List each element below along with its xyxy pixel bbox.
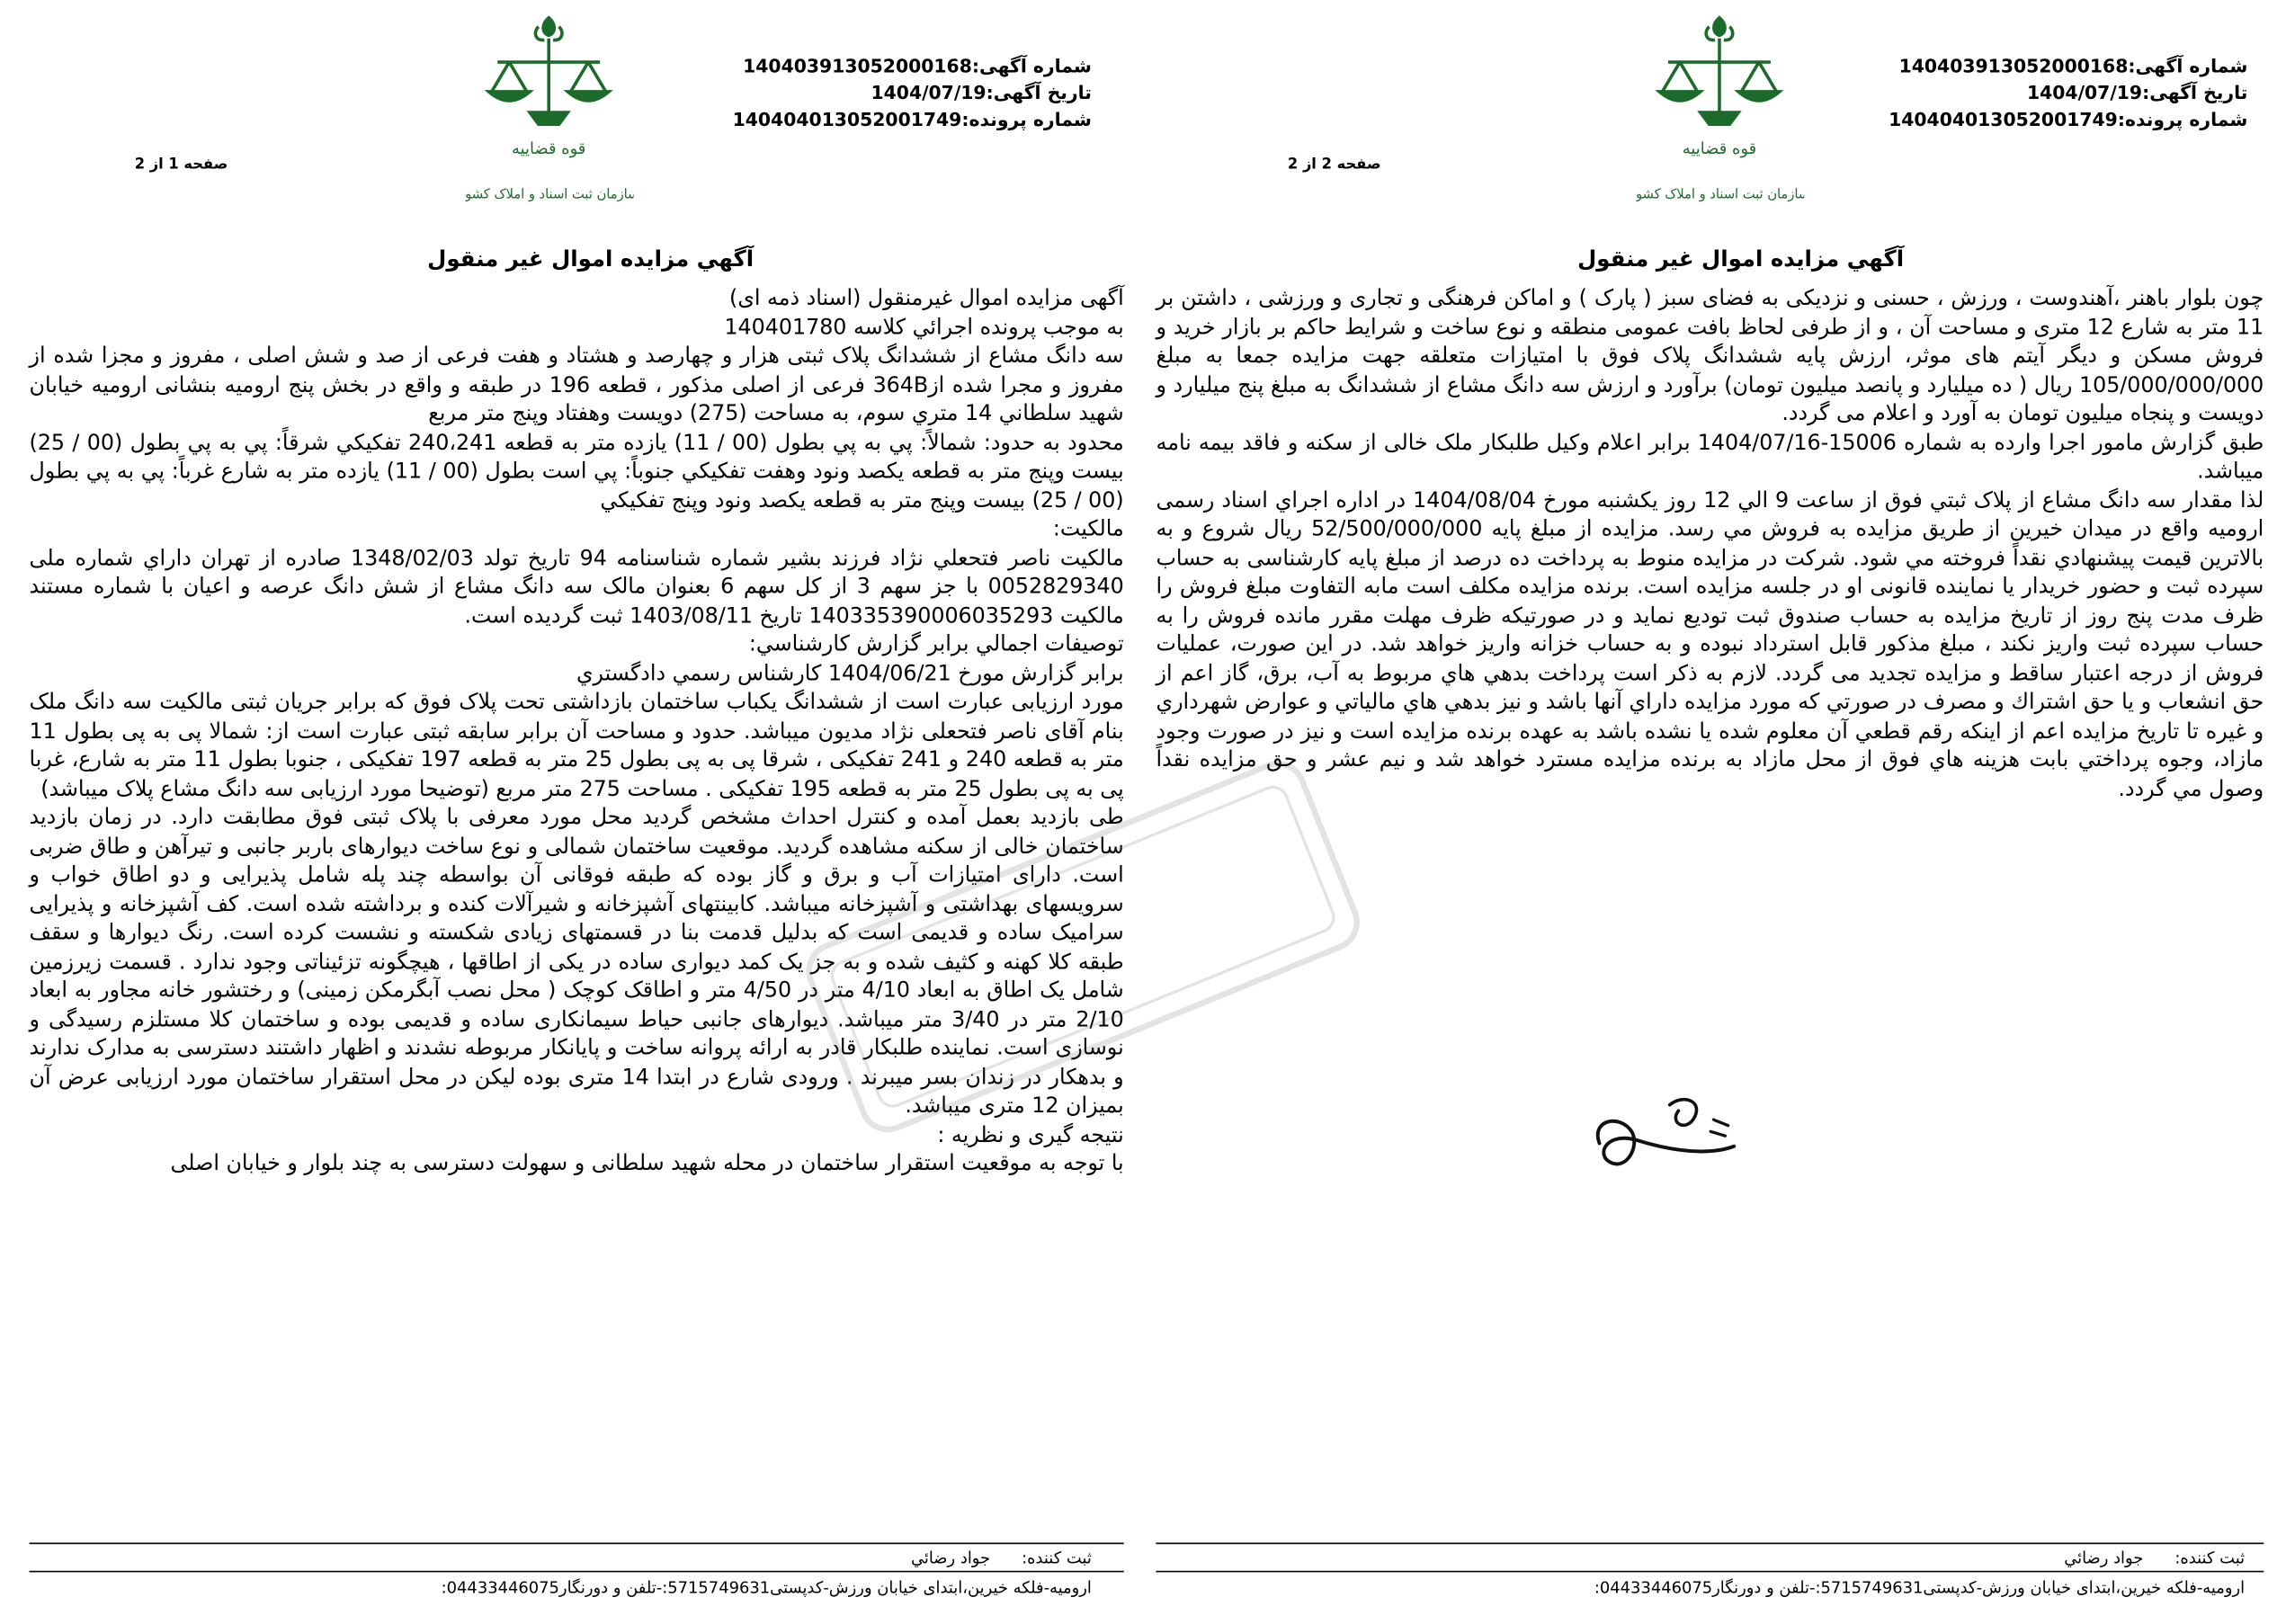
page-two (1138, 0, 2277, 1624)
office-address: ارومیه-فلکه خیرین،ابتدای خیابان ورزش-کدپستی5715749631:-تلفن و دورنگار04433446075: (441, 1578, 1092, 1598)
ad-meta (733, 53, 1092, 133)
case-number: 140404013052001749 (1889, 108, 2118, 130)
body-paragraph: مالكيت: (1052, 516, 1124, 541)
registrar (2064, 1548, 2245, 1567)
emblem-org-subtitle: سازمان ثبت اسناد و املاک کشور (1636, 186, 1805, 202)
office-address: ارومیه-فلکه خیرین،ابتدای خیابان ورزش-کدپستی5715749631:-تلفن و دورنگار04433446075: (1594, 1578, 2246, 1598)
body-paragraph: توصيفات اجمالي برابر گزارش كارشناسي: (748, 631, 1124, 657)
ad-number: 140403913052000168 (743, 54, 972, 77)
registrar (911, 1548, 1092, 1567)
body-paragraph: لذا مقدار سه دانگ مشاع از پلاک ثبتي فوق از ساعت 9 الي 12 روز یکشنبه مورخ 1404/08/04 در اداره اجراي اسناد رسمی ارومیه واقع در میدان خیرین از طريق مزايده به فروش مي رسد. مزايده از مبلغ پايه 52/500/000/000 ريال شروع و به بالاترين قيمت پيشنهادي نقداً فروخته مي شود. شرکت در مزایده منوط به پرداخت ده درصد از مبلغ پایه کارشناسی به حساب سپرده ثبت و حضور خریدار یا نماینده قانونی او در جلسه مزایده است. برنده مزایده مکلف است مابه التفاوت مبلغ فروش را ظرف مدت پنج روز از تاریخ مزایده به حساب صندوق ثبت تودیع نماید و در صورتیکه ظرف مهلت مقرر مانده فروش را به حساب سپرده ثبت واریز نکند ، مبلغ مذکور قابل استرداد نبوده و به حساب خزانه واریز خواهد شد. در این صورت، عملیات فروش از درجه اعتبار ساقط و مزایده تجدید می گردد. لازم به ذکر است پرداخت بدهي هاي مربوط به آب، برق، گاز اعم از حق انشعاب و يا حق اشتراك و مصرف در صورتي كه مورد مزايده داراي آنها باشد و نيز بدهي هاي مالياتي و عوارض شهرداري و غيره تا تاريخ مزايده اعم از اينكه رقم قطعي آن معلوم شده يا نشده باشد به عهده برنده مزايده است و نيز در صورت وجود مازاد، وجوه پرداختي بابت هزينه هاي فوق از محل مازاد به برنده مزايده مسترد خواهد شد و نيم عشر و حق مزايده نقداً وصول مي گردد. (1156, 486, 2264, 801)
judiciary-emblem-icon (1636, 6, 1804, 213)
handwritten-signature (1588, 1087, 1756, 1183)
body-paragraph: برابر گزارش مورخ 1404/06/21 كارشناس رسمي دادگستري (576, 660, 1124, 686)
footer-divider (1156, 1571, 2264, 1573)
body-paragraph: طی بازدید بعمل آمده و کنترل احداث مشخص گردید محل مورد معرفی با پلاک ثبتی فوق مطابقت دارد. در زمان بازدید ساختمان خالی از سکنه مشاهده گردید. موقعیت ساختمان شمالی و نوع ساخت دیوارهای باربر جانبی و تیرآهن و طاق ضربی است. دارای امتیازات آب و برق و گاز بوده که طبقه فوقانی آن بواسطه چند پله شامل پذیرایی و دو اطاق خواب و سرویسهای بهداشتی و آشپزخانه میباشد. کابینتهای آشپزخانه و شیرآلات کنده و برداشته شده است. کف آشپزخانه و پذیرایی سرامیک ساده و قدیمی است که بدلیل قدمت بنا در قسمتهای زیادی شکسته و نشست کرده است. رنگ دیوارها و سقف طبقه کلا کهنه و کثیف شده و به جز یک کمد دیواری ساده در یکی از اطاقها ، هیچگونه تزئیناتی وجود ندارد . قسمت زیرزمین شامل یک اطاق به ابعاد 4/10 متر در 4/50 متر و اطاقک کوچک ( محل نصب آبگرمکن زمینی) و رختشور خانه مجاور به ابعاد 2/10 متر در 3/40 متر میباشد. دیوارهای جانبی حیاط سیمانکاری ساده و قدیمی بوده و ساختمان کلا مستلزم رسیدگی و نوسازی است. نماینده طلبکار قادر به ارائه پروانه ساخت و پایانکار مربوطه نشدند و اظهار داشتند دسترسی به مدارک ندارند و بدهکار در زندان بسر میبرند . ورودی شارع در ابتدا 14 متری بوده لیکن در محل استقرار ساختمان مورد ارزیابی عرض آن بمیزان 12 متری میباشد. (29, 804, 1124, 1119)
emblem-org-subtitle: سازمان ثبت اسناد و املاک کشور (465, 186, 634, 202)
body-paragraph: نتیجه گیری و نظریه : (937, 1121, 1124, 1147)
body-paragraph: به موجب پرونده اجرائي كلاسه 140401780 (724, 314, 1124, 340)
body-paragraph: چون بلوار باهنر ،آهندوست ، ورزش ، حسنی و نزدیکی به فضای سبز ( پارک ) و اماکن فرهنگی و تجاری و ورزشی ، داشتن بر 11 متر به شارع 12 متری و مساحت آن ، و از طرفی لحاظ بافت عمومی منطقه و نوع ساخت و شرایط حاکم بر بازار خرید و فروش مسکن و دیگر آیتم های موثر، ارزش پایه ششدانگ پلاک فوق با امتیازات متعلقه جهت مزایده جمعا به مبلغ 105/000/000/000 ریال ( ده میلیارد و پانصد میلیون تومان) برآورد و ارزش سه دانگ مشاع از ششدانگ به مبلغ پنج میلیارد و دویست و پنجاه میلیون تومان به آورد و اعلام می گردد. (1156, 285, 2264, 426)
body-paragraph: مالكيت ناصر فتحعلي نژاد فرزند بشير شماره شناسنامه 94 تاريخ تولد 1348/02/03 صادره از تهران داراي شماره ملی 0052829340 با جز سهم 3 از کل سهم 6 بعنوان مالک سه دانگ مشاع از شش دانگ عرصه و اعيان با شماره مستند مالكيت 140335390006035293 تاريخ 1403/08/11 ثبت گرديده است. (29, 545, 1124, 629)
footer-divider (1156, 1543, 2264, 1545)
ad-meta (1889, 53, 2247, 133)
registrar-name: جواد رضائي (2064, 1548, 2144, 1568)
body-paragraph: با توجه به موقعیت استقرار ساختمان در محله شهید سلطانی و سهولت دسترسی به چند بلوار و خیابان اصلی (170, 1150, 1124, 1176)
case-number-label: شماره پرونده: (2117, 108, 2248, 130)
ad-date-label: تاریخ آگهی: (986, 81, 1092, 104)
body-paragraph: آگهی مزایده اموال غیرمنقول (اسناد ذمه ای) (729, 285, 1124, 311)
judiciary-emblem-icon (465, 6, 633, 213)
case-number: 140404013052001749 (732, 108, 962, 130)
registrar-name: جواد رضائي (910, 1548, 991, 1568)
body-paragraph: مورد ارزیابی عبارت است از ششدانگ یکباب ساختمان بازداشتی تحت پلاک فوق که برابر جریان ثبتی مالکیت سه دانگ ملک بنام آقای ناصر فتحعلی نژاد مدیون میباشد. حدود و مساحت آن برابر سابقه ثبتی عبارت است از: شمالا پی به پی بطول 11 متر به قطعه 240 و 241 تفکیکی ، شرقا پی به پی بطول 25 متر به قطعه 197 تفکیکی ، جنوبا بطول 11 متر به شارع، غربا پی به پی بطول 25 متر به قطعه 195 تفکیکی . مساحت 275 متر مربع (توضیحا مورد ارزیابی سه دانگ مشاع پلاک میباشد) (29, 689, 1124, 801)
page-number: صفحه 2 از 2 (1287, 156, 1381, 174)
body-paragraph: سه دانگ مشاع از ششدانگ پلاک ثبتی هزار و چهارصد و هشتاد و هفت فرعی از صد و شش اصلی ، مفروز و مجزا شده از مفروز و مجرا شده از364B فرعی از اصلی مذکور ، قطعه 196 در طبقه و واقع در بخش پنج ارومیه بنشانی ارومیه خیابان شهید سلطاني 14 متري سوم، به مساحت (275) دويست وهفتاد وپنج متر مربع (29, 343, 1124, 426)
registrar-label: ثبت کننده: (1022, 1548, 1092, 1568)
ad-number-label: شماره آگهی: (2128, 54, 2248, 77)
registrar-label: ثبت کننده: (2174, 1548, 2246, 1568)
body-paragraph: طبق گزارش مامور اجرا وارده به شماره 15006-1404/07/16 برابر اعلام وکیل طلبکار ملک خالی از سکنه و فاقد بیمه نامه میباشد. (1156, 429, 2264, 484)
announcement-title: آگهي مزايده اموال غير منقول (427, 245, 755, 272)
body-paragraph: محدود به حدود: شمالاً: پي به پي بطول (00 / 11) يازده متر به قطعه 240،241 تفكيكي شرقاً: پي به پي بطول (00 / 25) بيست وپنج متر به قطعه يكصد ونود وهفت تفكيكي جنوباً: پي است بطول (00 / 11) يازده متر به شارع غرباً: پي به پي بطول (00 / 25) بيست وپنج متر به قطعه يكصد ونود وپنج تفكيكي (29, 429, 1124, 513)
case-number-label: شماره پرونده: (961, 108, 1092, 130)
ad-number: 140403913052000168 (1898, 54, 2129, 77)
ad-date: 1404/07/19 (871, 81, 987, 104)
announcement-body (1156, 284, 2264, 803)
emblem-org-name: قوه قضاییه (512, 138, 586, 159)
emblem-org-name: قوه قضاییه (1682, 138, 1757, 159)
page-number: صفحه 1 از 2 (134, 156, 228, 174)
announcement-title: آگهي مزايده اموال غير منقول (1577, 245, 1905, 272)
footer-divider (30, 1571, 1124, 1573)
ad-date-label: تاریخ آگهی: (2142, 81, 2248, 104)
ad-number-label: شماره آگهی: (971, 54, 1092, 77)
footer-divider (30, 1543, 1124, 1545)
page-one (0, 0, 1138, 1624)
ad-date: 1404/07/19 (2026, 81, 2143, 104)
